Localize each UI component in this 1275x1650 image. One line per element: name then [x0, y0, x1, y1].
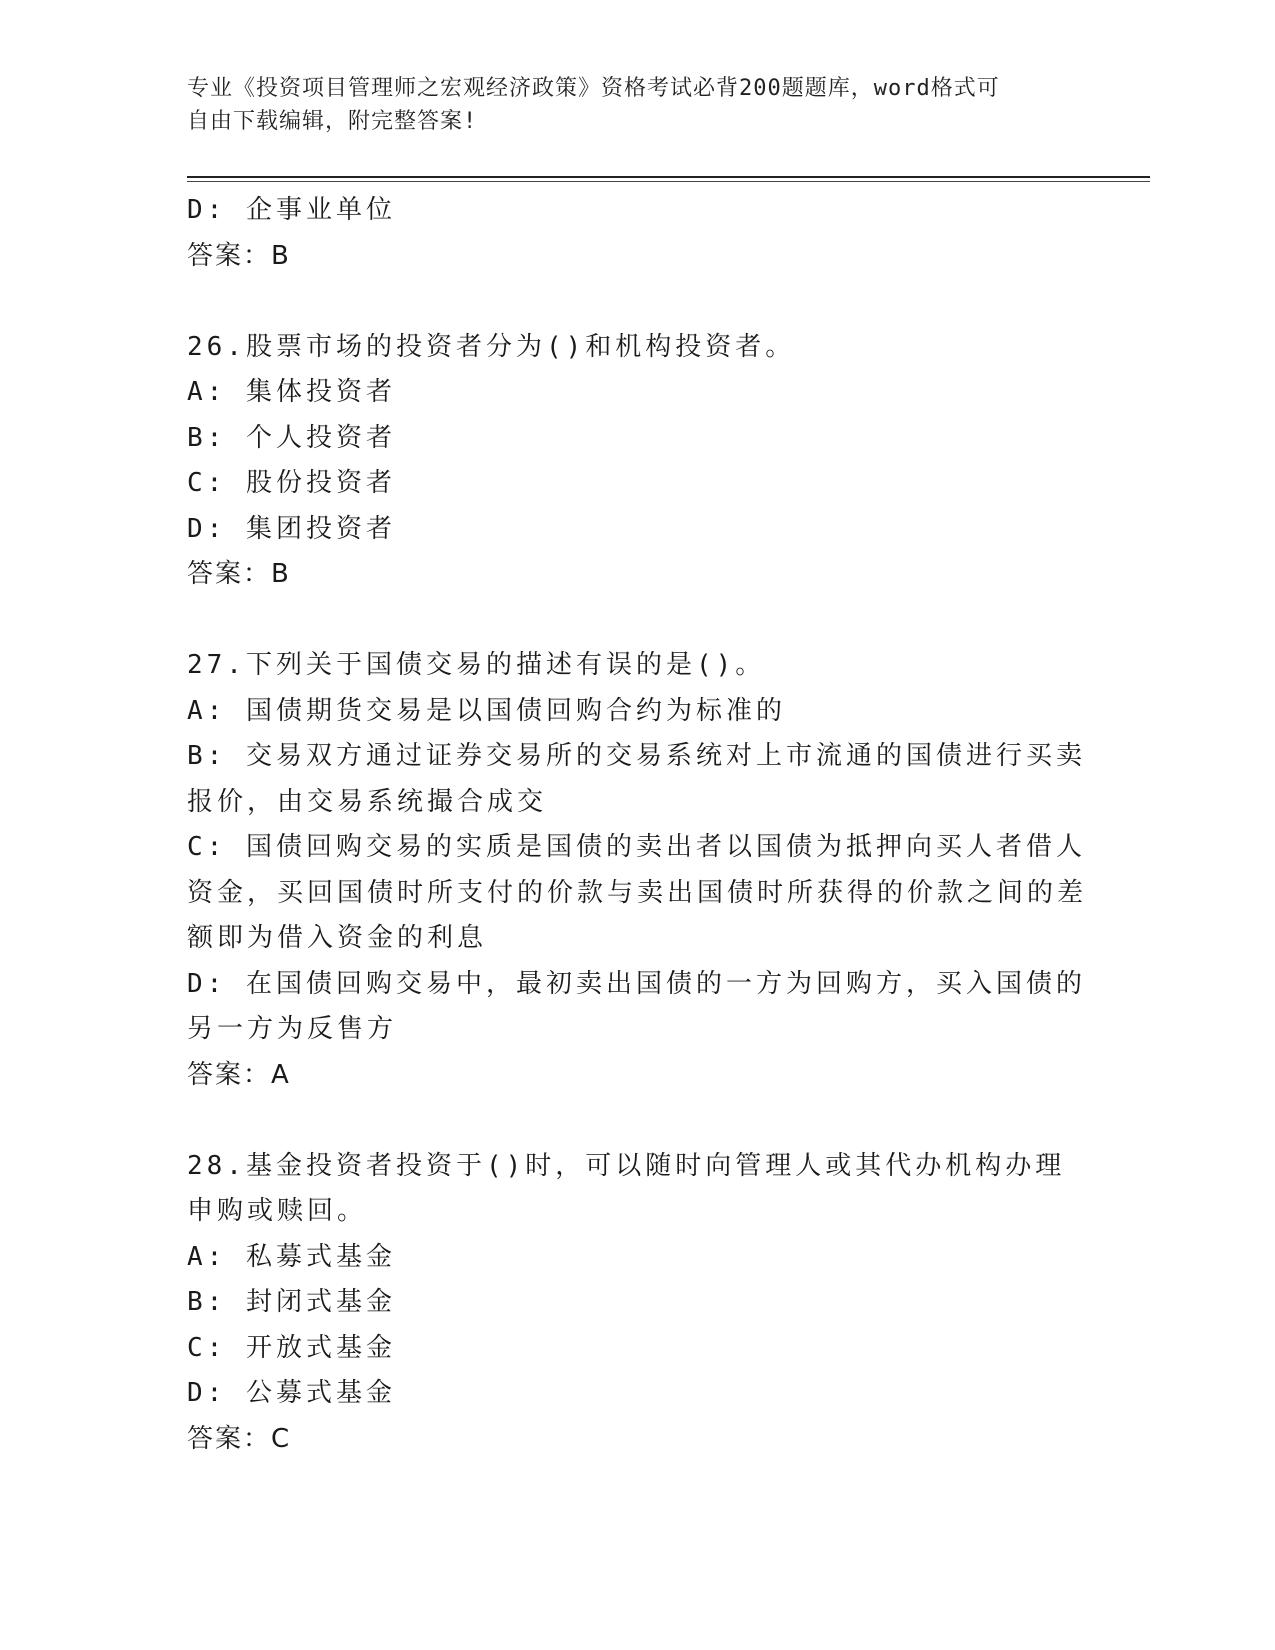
- answer: 答案：B: [187, 240, 291, 271]
- answer: 答案：C: [187, 1423, 292, 1454]
- option-d: D: 集团投资者: [187, 513, 396, 544]
- option-c: C: 股份投资者: [187, 468, 396, 498]
- header-line-1: 专业《投资项目管理师之宏观经济政策》资格考试必背200题题库，word格式可: [187, 76, 1000, 101]
- header-divider-thick: [187, 176, 1150, 178]
- header-divider-thin: [187, 181, 1150, 182]
- spacer: [187, 1098, 1087, 1144]
- spacer: [187, 598, 1087, 644]
- option-d: D: 公募式基金: [187, 1378, 396, 1408]
- option-d: D: 在国债回购交易中，最初卖出国债的一方为回购方，买入国债的另一方为反售方: [187, 968, 1086, 1044]
- spacer: [187, 279, 1087, 325]
- option-b: B: 封闭式基金: [187, 1287, 396, 1317]
- question-list: [187, 188, 1087, 1462]
- option-b: B: 交易双方通过证券交易所的交易系统对上市流通的国债进行买卖报价，由交易系统撮合成交: [187, 741, 1086, 817]
- answer: 答案：A: [187, 1059, 291, 1090]
- answer: 答案：B: [187, 559, 291, 589]
- question-26: [187, 325, 1087, 598]
- option-a: A: 国债期货交易是以国债回购合约为标准的: [187, 695, 786, 726]
- option-a: A: 集体投资者: [187, 377, 396, 407]
- option-c: C: 国债回购交易的实质是国债的卖出者以国债为抵押向买人者借人资金，买回国债时所支付的价款与卖出国债时所获得的价款之间的差额即为借入资金的利息: [187, 832, 1088, 953]
- question-stem: 27.下列关于国债交易的描述有误的是()。: [187, 650, 766, 680]
- question-28: [187, 1144, 1087, 1463]
- question-27: [187, 643, 1087, 1098]
- previous-question-tail: [187, 188, 1087, 279]
- question-stem: 28.基金投资者投资于()时，可以随时向管理人或其代办机构办理申购或赎回。: [187, 1150, 1066, 1226]
- option-c: C: 开放式基金: [187, 1332, 396, 1363]
- question-stem: 26.股票市场的投资者分为()和机构投资者。: [187, 331, 796, 362]
- document-header: [187, 72, 1087, 138]
- option-d: D: 企事业单位: [187, 195, 396, 225]
- header-line-2: 自由下载编辑，附完整答案!: [187, 109, 478, 134]
- option-b: B: 个人投资者: [187, 422, 396, 453]
- option-a: A: 私募式基金: [187, 1241, 396, 1272]
